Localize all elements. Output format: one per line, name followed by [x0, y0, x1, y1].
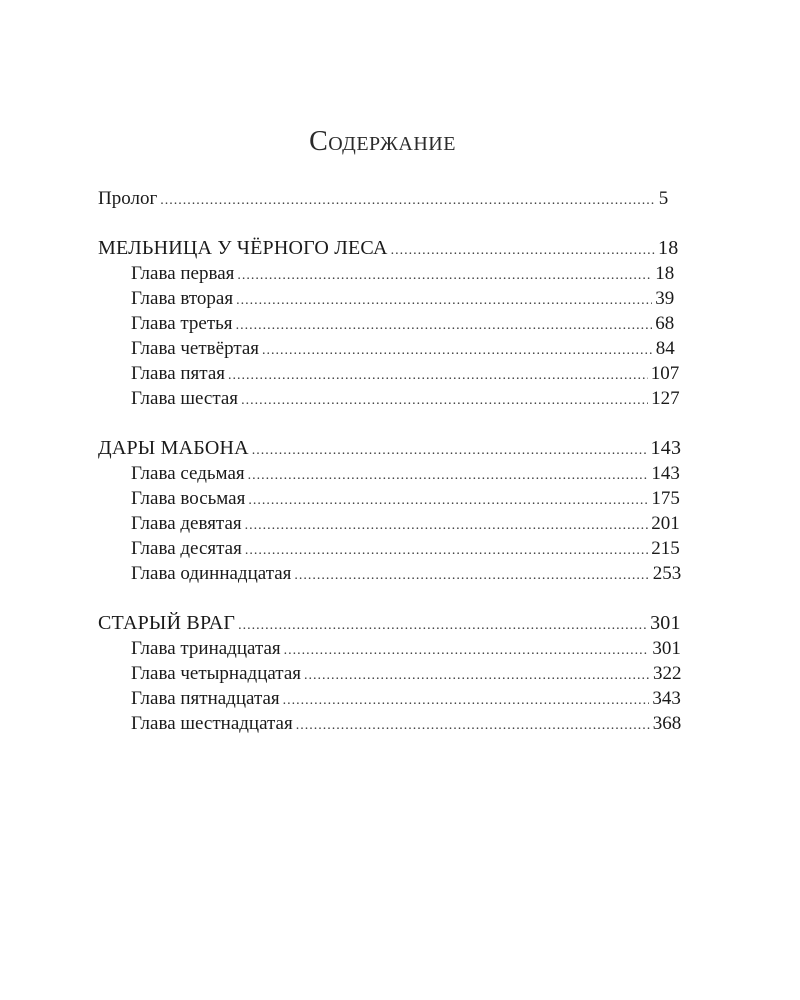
- toc-entry-prologue[interactable]: [98, 186, 669, 211]
- toc-section-part-3: [98, 611, 682, 736]
- toc-chapter-page: 175: [651, 488, 680, 509]
- dot-leader: [252, 438, 648, 463]
- toc-chapter-label: Глава шестая: [131, 388, 239, 409]
- toc-entry-chapter[interactable]: [98, 261, 675, 286]
- dot-leader: [236, 288, 652, 313]
- toc-section-part-1: [98, 236, 680, 411]
- toc-entry-chapter[interactable]: [98, 286, 675, 311]
- toc-entry-chapter[interactable]: [98, 686, 681, 711]
- toc-chapter-label: Глава вторая: [131, 288, 234, 309]
- toc-chapter-label: Глава пятая: [131, 363, 225, 384]
- toc-chapter-label: Глава девятая: [131, 513, 242, 534]
- toc-chapter-label: Глава одиннадцатая: [131, 563, 292, 584]
- toc-chapter-label: Глава седьмая: [131, 463, 245, 484]
- dot-leader: [296, 713, 650, 738]
- toc-chapter-label: Глава шестнадцатая: [131, 713, 293, 734]
- toc-chapter-page: 215: [651, 538, 680, 559]
- dot-leader: [228, 363, 648, 388]
- toc-entry-part[interactable]: [98, 611, 681, 636]
- toc-entry-part[interactable]: [98, 436, 682, 461]
- toc-chapter-page: 68: [655, 313, 675, 334]
- dot-leader: [248, 488, 648, 513]
- toc-entry-chapter[interactable]: [98, 486, 680, 511]
- toc-chapter-label: Глава первая: [131, 263, 235, 284]
- toc-entry-chapter[interactable]: [98, 336, 675, 361]
- toc-entry-chapter[interactable]: [98, 636, 681, 661]
- toc-entry-chapter[interactable]: [98, 311, 675, 336]
- dot-leader: [236, 313, 653, 338]
- toc-chapter-page: 322: [653, 663, 682, 684]
- toc-chapter-page: 39: [655, 288, 675, 309]
- toc-entry-part[interactable]: [98, 236, 679, 261]
- toc-entry-chapter[interactable]: [98, 711, 682, 736]
- toc-part-page: 18: [658, 237, 679, 259]
- toc-section-prologue: [98, 186, 669, 211]
- toc-chapter-page: 18: [655, 263, 675, 284]
- dot-leader: [284, 638, 650, 663]
- toc-chapter-page: 143: [651, 463, 680, 484]
- page-title: Содержание: [309, 126, 456, 157]
- dot-leader: [391, 238, 655, 263]
- toc-part-label: СТАРЫЙ ВРАГ: [98, 612, 236, 634]
- dot-leader: [283, 688, 650, 713]
- toc-chapter-page: 301: [652, 638, 681, 659]
- dot-leader: [238, 613, 647, 638]
- toc-entry-page: 5: [658, 188, 669, 209]
- toc-part-label: МЕЛЬНИЦА У ЧЁРНОГО ЛЕСА: [98, 237, 388, 259]
- toc-chapter-page: 201: [651, 513, 680, 534]
- toc-part-label: ДАРЫ МАБОНА: [98, 437, 249, 459]
- toc-entry-label: Пролог: [98, 188, 158, 209]
- toc-chapter-label: Глава четырнадцатая: [131, 663, 302, 684]
- toc-chapter-page: 253: [652, 563, 682, 584]
- dot-leader: [294, 563, 649, 588]
- toc-chapter-label: Глава третья: [131, 313, 233, 334]
- toc-chapter-label: Глава тринадцатая: [131, 638, 281, 659]
- toc-entry-chapter[interactable]: [98, 511, 680, 536]
- toc-chapter-label: Глава восьмая: [131, 488, 246, 509]
- toc-part-page: 143: [650, 437, 682, 459]
- toc-entry-chapter[interactable]: [98, 661, 682, 686]
- toc-part-page: 301: [650, 612, 681, 634]
- dot-leader: [241, 388, 648, 413]
- dot-leader: [160, 188, 656, 213]
- toc-entry-chapter[interactable]: [98, 461, 680, 486]
- toc-chapter-page: 107: [650, 363, 680, 384]
- toc-entry-chapter[interactable]: [98, 361, 680, 386]
- dot-leader: [245, 513, 649, 538]
- toc-chapter-page: 368: [652, 713, 682, 734]
- toc-section-part-2: [98, 436, 682, 586]
- dot-leader: [245, 538, 648, 563]
- dot-leader: [248, 463, 649, 488]
- toc-entry-chapter[interactable]: [98, 536, 680, 561]
- dot-leader: [262, 338, 653, 363]
- table-of-contents: [98, 186, 682, 761]
- toc-entry-chapter[interactable]: [98, 386, 680, 411]
- toc-chapter-label: Глава четвёртая: [131, 338, 260, 359]
- toc-chapter-label: Глава десятая: [131, 538, 242, 559]
- toc-entry-chapter[interactable]: [98, 561, 682, 586]
- toc-chapter-label: Глава пятнадцатая: [131, 688, 280, 709]
- toc-chapter-page: 343: [652, 688, 681, 709]
- dot-leader: [237, 263, 652, 288]
- dot-leader: [304, 663, 650, 688]
- toc-chapter-page: 84: [655, 338, 675, 359]
- toc-chapter-page: 127: [651, 388, 680, 409]
